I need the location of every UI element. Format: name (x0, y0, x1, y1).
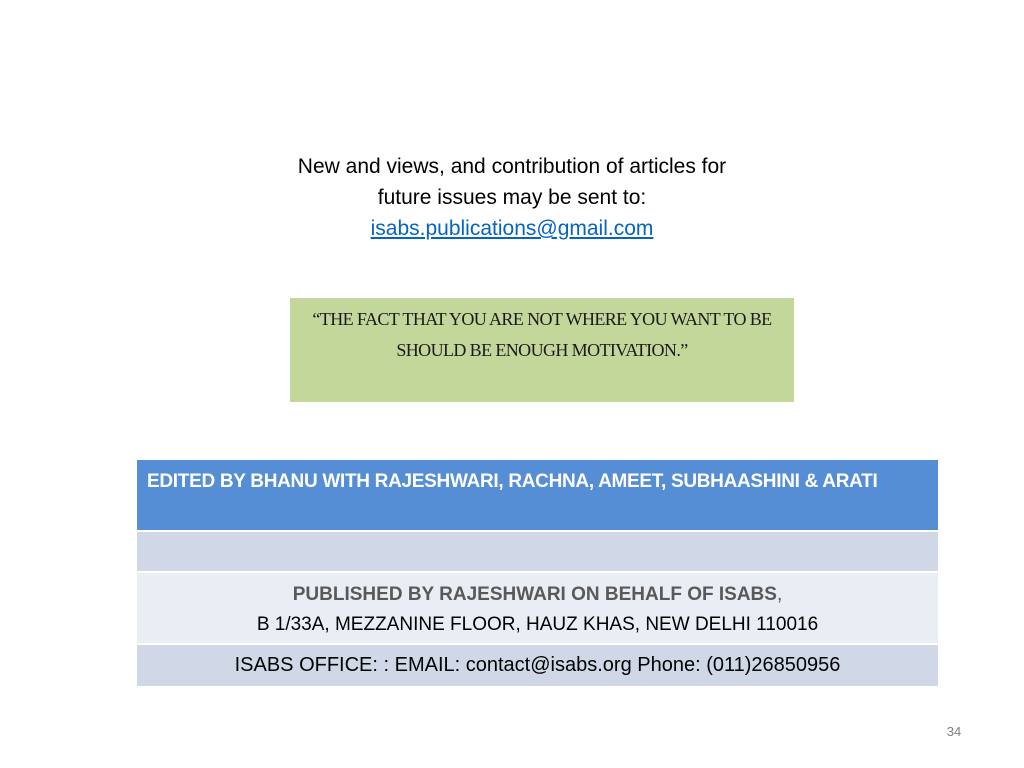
office-contact-text: ISABS OFFICE: : EMAIL: contact@isabs.org Phone: (011)26850956 (234, 654, 841, 676)
publisher-comma: , (776, 584, 783, 605)
page-number: 34 (946, 724, 962, 739)
address-text: B 1/33A, MEZZANINE FLOOR, HAUZ KHAS, NEW DELHI 110016 (256, 614, 819, 635)
editors-text: EDITED BY BHANU WITH RAJESHWARI, RACHNA, AMEET, SUBHAASHINI & ARATI (147, 471, 878, 492)
email-link-wrapper (212, 213, 812, 244)
publisher-text: PUBLISHED BY RAJESHWARI ON BEHALF OF ISABS (292, 584, 777, 605)
quote-text: “THE FACT THAT YOU ARE NOT WHERE YOU WANT TO BE SHOULD BE ENOUGH MOTIVATION.” (312, 309, 772, 360)
blank-row (137, 532, 938, 573)
quote-box (290, 298, 794, 402)
submission-line-1: New and views, and contribution of articles for (297, 155, 727, 178)
editors-row (137, 460, 938, 532)
publisher-row (137, 573, 938, 645)
submission-line-2: future issues may be sent to: (377, 186, 647, 209)
email-link[interactable]: isabs.publications@gmail.com (370, 217, 654, 240)
office-row (137, 645, 938, 686)
credits-table (137, 460, 938, 686)
submission-info (212, 151, 812, 244)
